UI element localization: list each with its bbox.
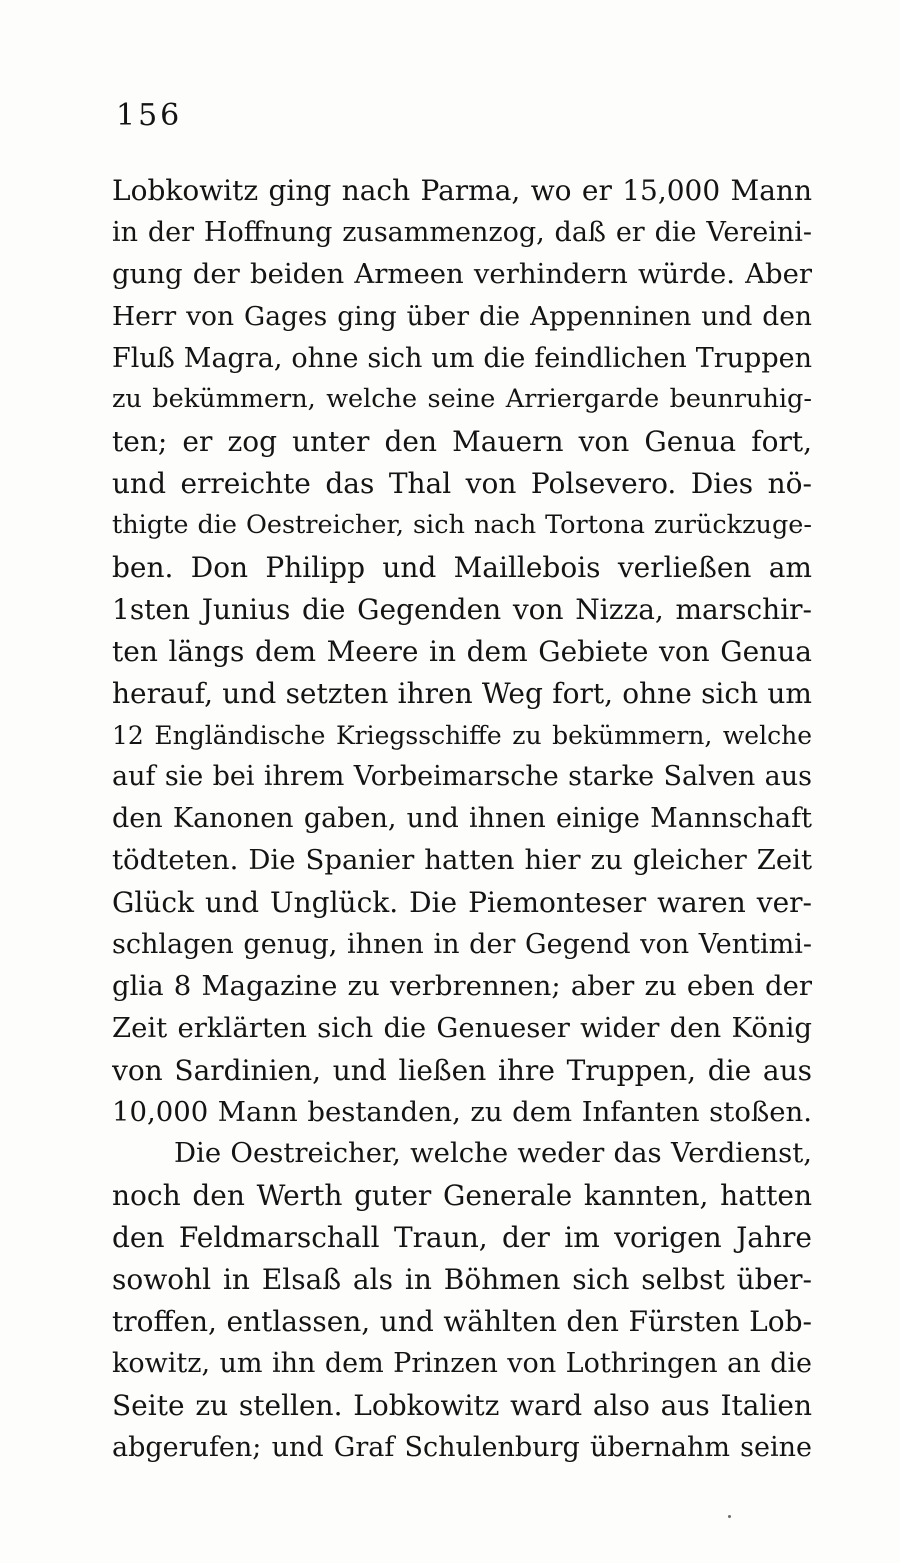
paper-speck [728,1515,731,1518]
text-line: Fluß Magra, ohne sich um die feindlichen Truppen [112,342,812,374]
text-line: noch den Werth guter Generale kannten, hatten [112,1179,812,1213]
text-line: abgerufen; und Graf Schulenburg übernahm seine [112,1431,812,1463]
text-line: ten längs dem Meere in dem Gebiete von Genua [112,634,812,668]
text-line: troffen, entlassen, und wählten den Fürsten Lob- [112,1305,812,1339]
text-line: Zeit erklärten sich die Genueser wider den König [112,1011,812,1044]
text-line: gung der beiden Armeen verhindern würde. Aber [112,257,812,290]
text-line: herauf, und setzten ihren Weg fort, ohne sich um [112,676,812,710]
text-line: auf sie bei ihrem Vorbeimarsche starke Salven aus [112,761,812,793]
paragraph-start-line: Die Oestreicher, welche weder das Verdienst, [174,1137,812,1170]
text-line: ten; er zog unter den Mauern von Genua fort, [112,425,812,459]
text-line: kowitz, um ihn dem Prinzen von Lothringen an die [112,1347,812,1379]
text-line: den Feldmarschall Traun, der im vorigen Jahre [112,1221,812,1255]
text-line: und erreichte das Thal von Polsevero. Dies nö- [112,467,812,501]
text-line: den Kanonen gaben, und ihnen einige Mannschaft [112,803,812,835]
text-line: glia 8 Magazine zu verbrennen; aber zu eben der [112,969,812,1002]
text-line: 12 Engländische Kriegsschiffe zu bekümmern, welche [112,720,812,750]
text-line: von Sardinien, und ließen ihre Truppen, die aus [112,1053,812,1087]
text-line: sowohl in Elsaß als in Böhmen sich selbst über- [112,1263,812,1297]
text-line: in der Hoffnung zusammenzog, daß er die Vereini- [112,216,812,248]
text-line: zu bekümmern, welche seine Arriergarde beunruhig- [112,384,812,415]
text-line: 10,000 Mann bestanden, zu dem Infanten stoßen. [112,1095,812,1128]
text-line: thigte die Oestreicher, sich nach Tortona zurückzuge- [112,510,812,541]
text-line: Lobkowitz ging nach Parma, wo er 15,000 Mann [112,174,812,207]
text-line: Glück und Unglück. Die Piemonteser waren ver- [112,886,812,920]
page-number: 156 [116,98,183,133]
text-line: schlagen genug, ihnen in der Gegend von Ventimi- [112,929,812,961]
body-text [112,170,812,1469]
text-line: Seite zu stellen. Lobkowitz ward also aus Italien [112,1388,812,1422]
text-line: Herr von Gages ging über die Appenninen und den [112,300,812,332]
text-line: ben. Don Philipp und Maillebois verließen am [112,551,812,585]
text-line: 1sten Junius die Gegenden von Nizza, marschir- [112,592,812,626]
text-line: tödteten. Die Spanier hatten hier zu gleicher Zeit [112,844,812,877]
